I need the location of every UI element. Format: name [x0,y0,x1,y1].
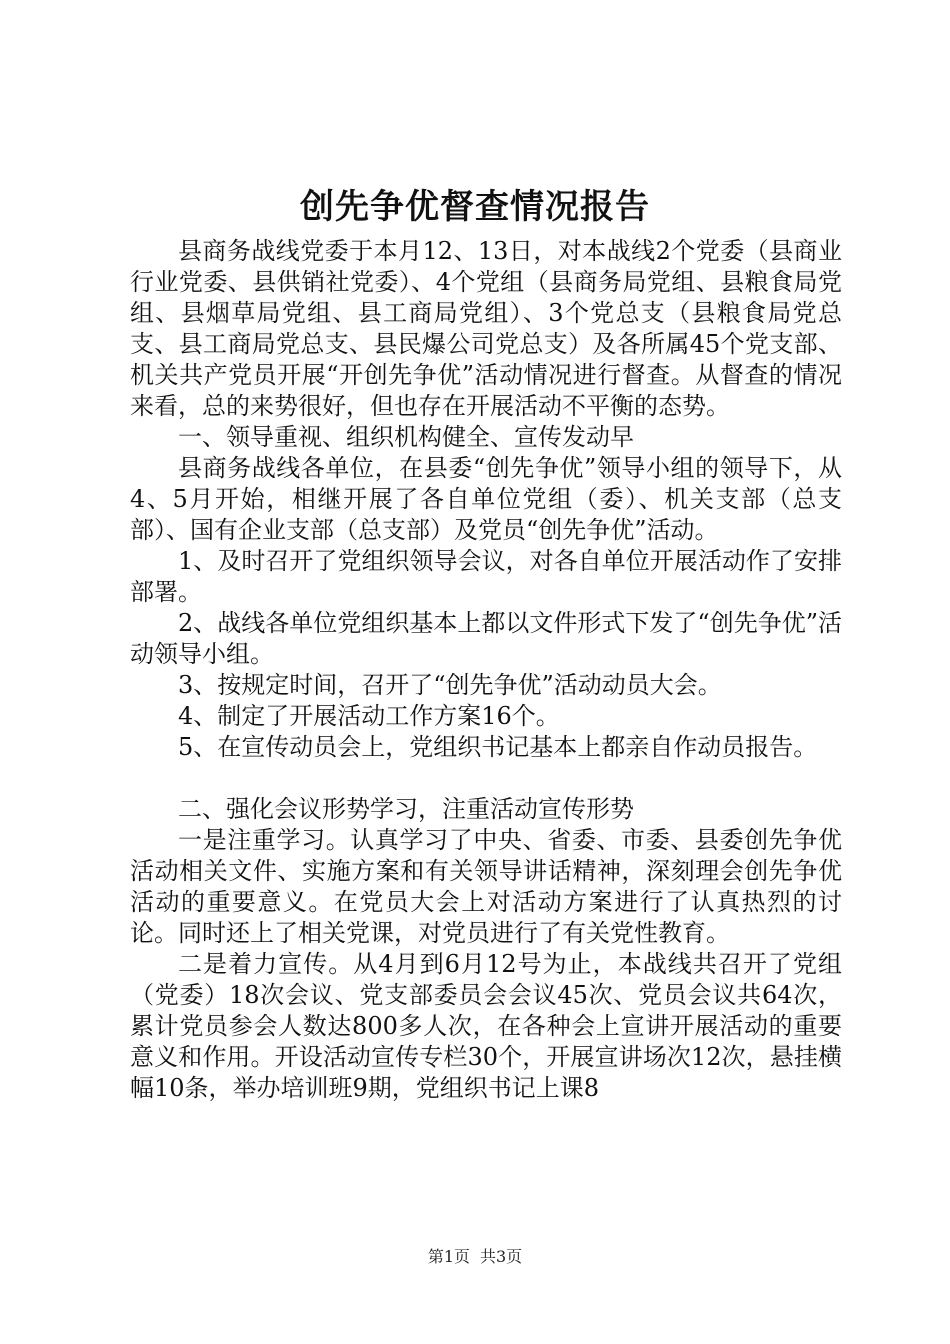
paragraph-study: 一是注重学习。认真学习了中央、省委、市委、县委创先争优活动相关文件、实施方案和有关领导讲话精神，深刻理会创先争优活动的重要意义。在党员大会上对活动方案进行了认真热烈的讨论。同时还上了相关党课，对党员进行了有关党性教育。 [130,826,842,947]
list-item-5: 5、在宣传动员会上，党组织书记基本上都亲自作动员报告。 [178,733,818,761]
page-total: 共3页 [480,1247,523,1266]
page-footer [0,1247,950,1267]
section-heading-1: 一、领导重视、组织机构健全、宣传发动早 [178,423,634,451]
paragraph-intro: 县商务战线党委于本月12、13日，对本战线2个党委（县商业行业党委、县供销社党委）、4个党组（县商务局党组、县粮食局党组、县烟草局党组、县工商局党组）、3个党总支（县粮食局党总支、县工商局党总支、县民爆公司党总支）及各所属45个党支部、机关共产党员开展“开创先争优”活动情况进行督查。从督查的情况来看，总的来势很好，但也存在开展活动不平衡的态势。 [130,237,842,420]
paragraph-section-1: 县商务战线各单位，在县委“创先争优”领导小组的领导下，从4、5月开始，相继开展了各自单位党组（委）、机关支部（总支部）、国有企业支部（总支部）及党员“创先争优”活动。 [130,454,842,544]
list-item-2: 2、战线各单位党组织基本上都以文件形式下发了“创先争优”活动领导小组。 [130,609,842,668]
document-title: 创先争优督查情况报告 [300,187,650,227]
list-item-1: 1、及时召开了党组织领导会议，对各自单位开展活动作了安排部署。 [130,547,842,606]
page-number: 第1页 [427,1247,470,1266]
paragraph-publicity: 二是着力宣传。从4月到6月12号为止，本战线共召开了党组（党委）18次会议、党支部委员会会议45次、党员会议共64次，累计党员参会人数达800多人次，在各种会上宣讲开展活动的重要意义和作用。开设活动宣传专栏30个，开展宣讲场次12次，悬挂横幅10条，举办培训班9期，党组织书记上课8 [130,950,842,1102]
section-heading-2: 二、强化会议形势学习，注重活动宣传形势 [178,795,634,823]
list-item-3: 3、按规定时间，召开了“创先争优”活动动员大会。 [178,671,722,699]
list-item-4: 4、制定了开展活动工作方案16个。 [178,702,560,730]
document-body [130,236,842,1104]
